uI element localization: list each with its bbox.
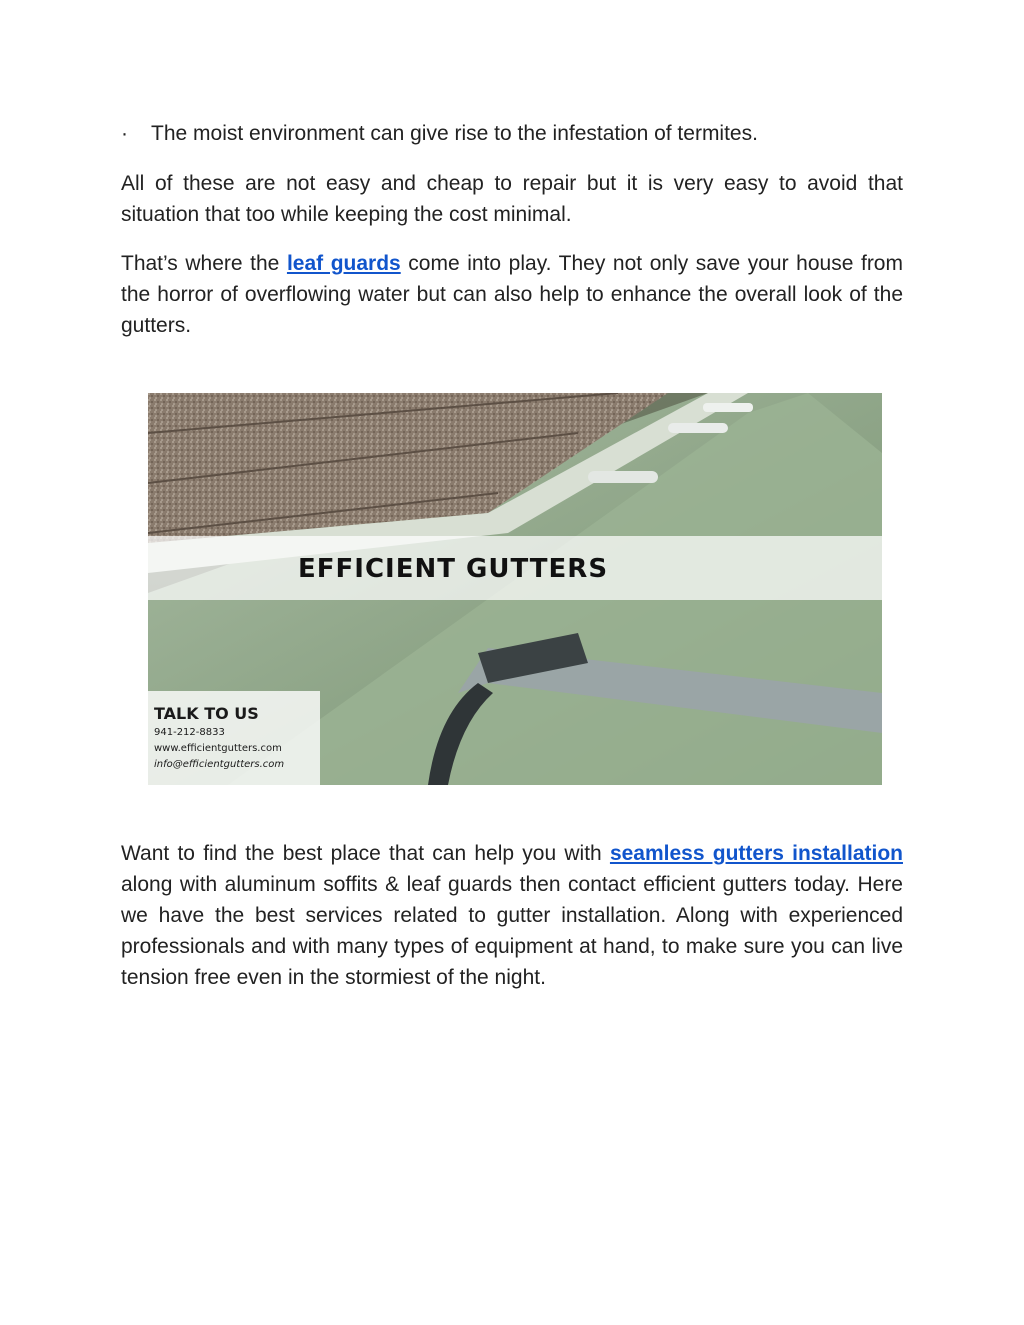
contact-heading: TALK TO US bbox=[154, 704, 259, 723]
paragraph-3-container bbox=[121, 838, 903, 1011]
document-body bbox=[121, 118, 903, 359]
contact-email: info@efficientgutters.com bbox=[154, 759, 285, 770]
contact-phone: 941-212-8833 bbox=[154, 727, 225, 738]
paragraph-3-after: along with aluminum soffits & leaf guards then contact efficient gutters today. Here we have the best services related to gutter installation. Along with experienced professionals and with many types of equipment at hand, to make sure you can live tension free even in the stormiest of the night. bbox=[121, 873, 903, 989]
paragraph-2-before: That’s where the bbox=[121, 252, 287, 275]
paragraph-1: All of these are not easy and cheap to repair but it is very easy to avoid that situation that too while keeping the cost minimal. bbox=[121, 172, 903, 226]
paragraph-3 bbox=[121, 838, 903, 993]
bullet-text: The moist environment can give rise to the infestation of termites. bbox=[151, 122, 758, 145]
logo-text: EFFICIENT GUTTERS bbox=[298, 554, 609, 584]
bullet-item bbox=[121, 118, 903, 150]
contact-box bbox=[154, 703, 318, 773]
company-logo bbox=[298, 539, 658, 603]
paragraph-3-before: Want to find the best place that can help you with bbox=[121, 842, 610, 865]
paragraph-2 bbox=[121, 248, 903, 341]
bullet-symbol: · bbox=[121, 122, 128, 145]
contact-website: www.efficientgutters.com bbox=[154, 743, 282, 754]
paragraph-2-after: come into play. They not only save your house from the horror of overflowing water but can also help to enhance the overall look of the gutters. bbox=[121, 252, 903, 337]
seamless-gutters-link[interactable]: seamless gutters installation bbox=[609, 842, 903, 865]
leaf-guards-link[interactable]: leaf guards bbox=[286, 252, 401, 275]
gutter-advert-image bbox=[148, 393, 882, 785]
